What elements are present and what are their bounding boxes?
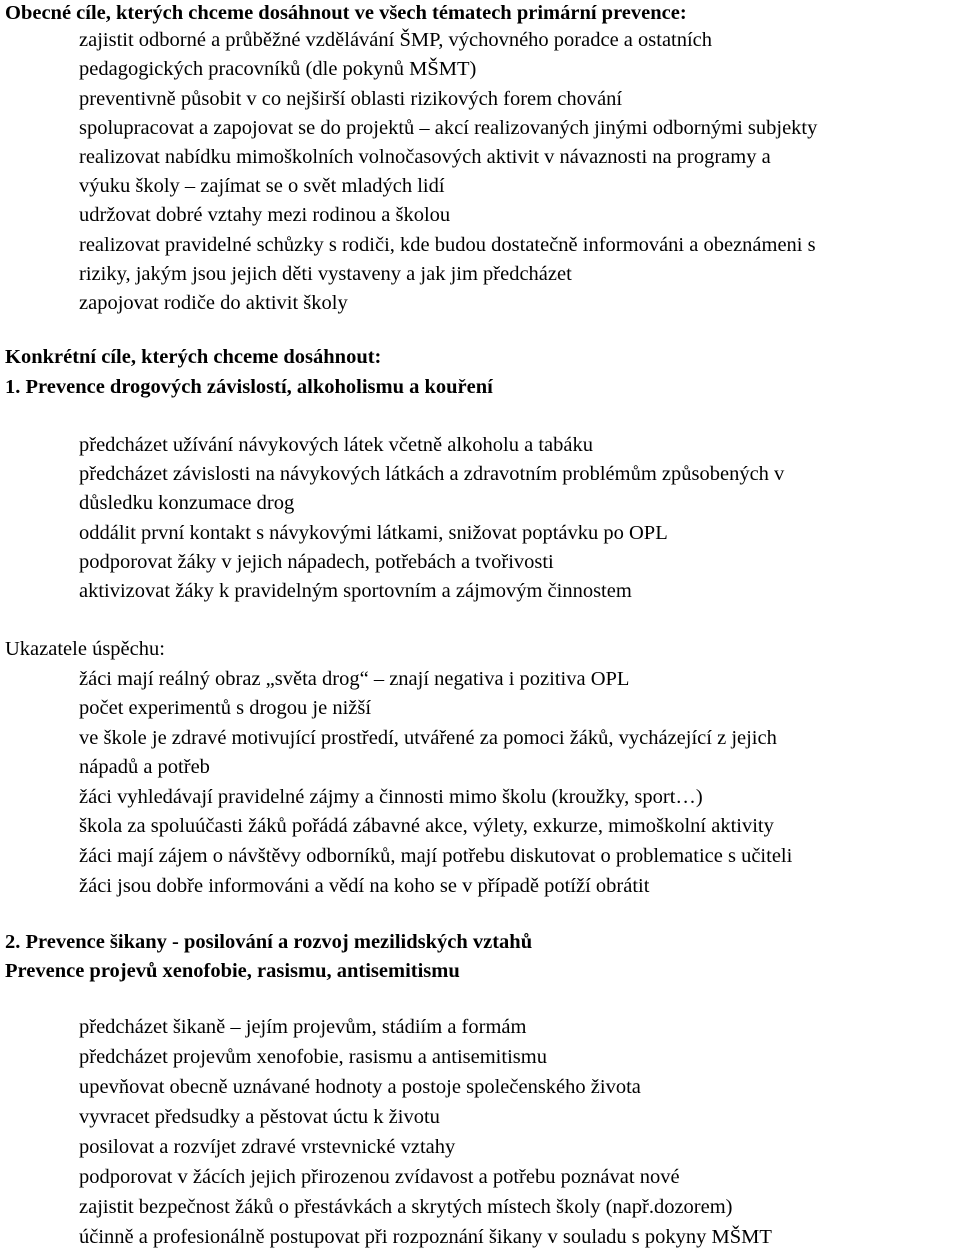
indicator-line: škola za spoluúčasti žáků pořádá zábavné akce, výlety, exkurze, mimoškolní aktivity bbox=[79, 815, 774, 837]
section2-goal-line: vyvracet předsudky a pěstovat úctu k životu bbox=[79, 1106, 440, 1128]
general-goal-line: realizovat pravidelné schůzky s rodiči, kde budou dostatečně informováni a obeznámeni s bbox=[79, 234, 816, 256]
section2-title: 2. Prevence šikany - posilování a rozvoj mezilidských vztahů bbox=[5, 931, 533, 953]
indicator-line: žáci jsou dobře informováni a vědí na koho se v případě potíží obrátit bbox=[79, 875, 650, 897]
section2-goal-line: podporovat v žácích jejich přirozenou zvídavost a potřebu poznávat nové bbox=[79, 1166, 680, 1188]
general-goal-line: zapojovat rodiče do aktivit školy bbox=[79, 292, 348, 314]
general-goal-line: spolupracovat a zapojovat se do projektů – akcí realizovaných jinými odbornými subjekty bbox=[79, 117, 818, 139]
indicator-line: žáci mají zájem o návštěvy odborníků, mají potřebu diskutovat o problematice s učiteli bbox=[79, 845, 793, 867]
section1-goal-line: aktivizovat žáky k pravidelným sportovním a zájmovým činnostem bbox=[79, 580, 632, 602]
general-goals-heading: Obecné cíle, kterých chceme dosáhnout ve všech tématech primární prevence: bbox=[5, 2, 687, 24]
section2-goal-line: předcházet šikaně – jejím projevům, stádiím a formám bbox=[79, 1016, 527, 1038]
indicator-line: počet experimentů s drogou je nižší bbox=[79, 697, 372, 719]
general-goal-line: udržovat dobré vztahy mezi rodinou a školou bbox=[79, 204, 451, 226]
section2-goal-line: upevňovat obecně uznávané hodnoty a postoje společenského života bbox=[79, 1076, 641, 1098]
indicator-line: žáci vyhledávají pravidelné zájmy a činnosti mimo školu (kroužky, sport…) bbox=[79, 786, 703, 808]
general-goal-line: výuku školy – zajímat se o svět mladých lidí bbox=[79, 175, 445, 197]
general-goal-line: pedagogických pracovníků (dle pokynů MŠMT) bbox=[79, 58, 477, 80]
general-goal-line: riziky, jakým jsou jejich děti vystaveny a jak jim předcházet bbox=[79, 263, 572, 285]
indicator-line: ve škole je zdravé motivující prostředí, utvářené za pomoci žáků, vycházející z jejich bbox=[79, 727, 777, 749]
indicators-heading: Ukazatele úspěchu: bbox=[5, 638, 165, 660]
general-goal-line: preventivně působit v co nejširší oblasti rizikových forem chování bbox=[79, 88, 623, 110]
section1-goal-line: předcházet užívání návykových látek včetně alkoholu a tabáku bbox=[79, 434, 593, 456]
section1-goal-line: oddálit první kontakt s návykovými látkami, snižovat poptávku po OPL bbox=[79, 522, 668, 544]
indicator-line: žáci mají reálný obraz „světa drog“ – znají negativa i pozitiva OPL bbox=[79, 668, 630, 690]
general-goal-line: realizovat nabídku mimoškolních volnočasových aktivit v návaznosti na programy a bbox=[79, 146, 771, 168]
indicator-line: nápadů a potřeb bbox=[79, 756, 210, 778]
section2-goal-line: účinně a profesionálně postupovat při rozpoznání šikany v souladu s pokyny MŠMT bbox=[79, 1226, 772, 1248]
section2-subtitle: Prevence projevů xenofobie, rasismu, antisemitismu bbox=[5, 960, 460, 982]
section1-goal-line: podporovat žáky v jejich nápadech, potřebách a tvořivosti bbox=[79, 551, 554, 573]
general-goal-line: zajistit odborné a průběžné vzdělávání ŠMP, výchovného poradce a ostatních bbox=[79, 29, 713, 51]
specific-goals-heading: Konkrétní cíle, kterých chceme dosáhnout: bbox=[5, 346, 382, 368]
section2-goal-line: zajistit bezpečnost žáků o přestávkách a skrytých místech školy (např.dozorem) bbox=[79, 1196, 733, 1218]
section1-title: 1. Prevence drogových závislostí, alkoholismu a kouření bbox=[5, 376, 493, 398]
section2-goal-line: předcházet projevům xenofobie, rasismu a antisemitismu bbox=[79, 1046, 547, 1068]
section2-goal-line: posilovat a rozvíjet zdravé vrstevnické vztahy bbox=[79, 1136, 456, 1158]
section1-goal-line: důsledku konzumace drog bbox=[79, 492, 295, 514]
section1-goal-line: předcházet závislosti na návykových látkách a zdravotním problémům způsobených v bbox=[79, 463, 785, 485]
